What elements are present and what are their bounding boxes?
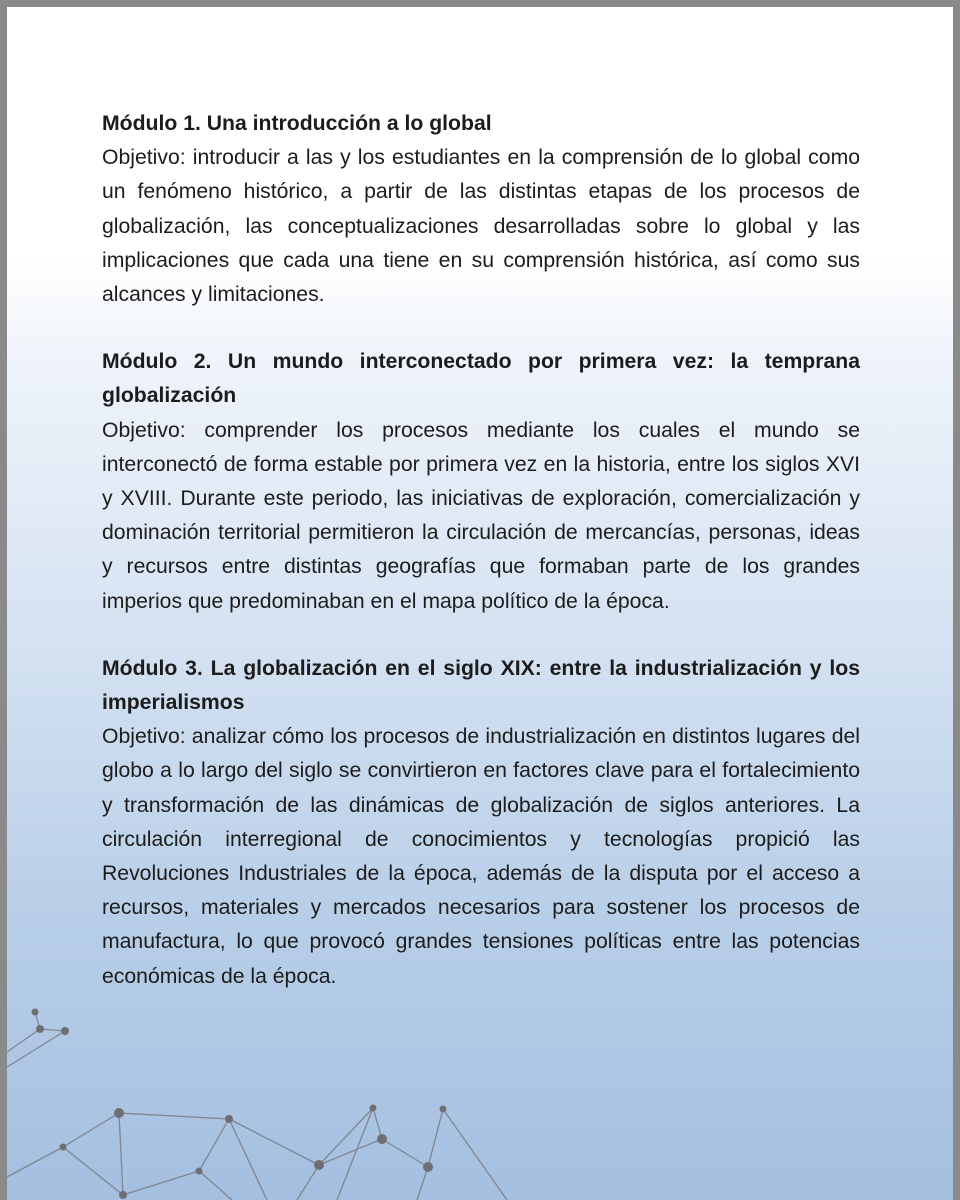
module-title: Módulo 1. Una introducción a lo global: [102, 112, 492, 135]
module-1: [102, 107, 860, 312]
module-objective: Objetivo: comprender los procesos mediante los cuales el mundo se interconectó de forma estable por primera vez en la historia, entre los siglos XVI y XVIII. Durante este periodo, las iniciativas de exploración, comercialización y dominación territorial permitieron la circulación de mercancías, personas, ideas y recursos entre distintas geografías que formaban parte de los grandes imperios que predominaban en el mapa político de la época.: [102, 418, 860, 613]
module-objective: Objetivo: analizar cómo los procesos de industrialización en distintos lugares del globo a lo largo del siglo se convirtieron en factores clave para el fortalecimiento y transformación de las dinámicas de globalización de siglos anteriores. La circulación interregional de conocimientos y tecnologías propició las Revoluciones Industriales de la época, además de la disputa por el acceso a recursos, materiales y mercados necesarios para sostener los procesos de manufactura, lo que provocó grandes tensiones políticas entre las potencias económicas de la época.: [102, 725, 860, 988]
module-3: [102, 652, 860, 994]
module-title: Módulo 3. La globalización en el siglo XIX: entre la industrialización y los imperialismos: [102, 656, 860, 715]
module-2: [102, 345, 860, 619]
module-objective: Objetivo: introducir a las y los estudiantes en la comprensión de lo global como un fenómeno histórico, a partir de las distintas etapas de los procesos de globalización, las conceptualizaciones desarrolladas sobre lo global y las implicaciones que cada una tiene en su comprensión histórica, así como sus alcances y limitaciones.: [102, 146, 860, 307]
document-page: [7, 7, 953, 1200]
document-content: [102, 107, 860, 1027]
module-title: Módulo 2. Un mundo interconectado por primera vez: la temprana globalización: [102, 350, 860, 408]
